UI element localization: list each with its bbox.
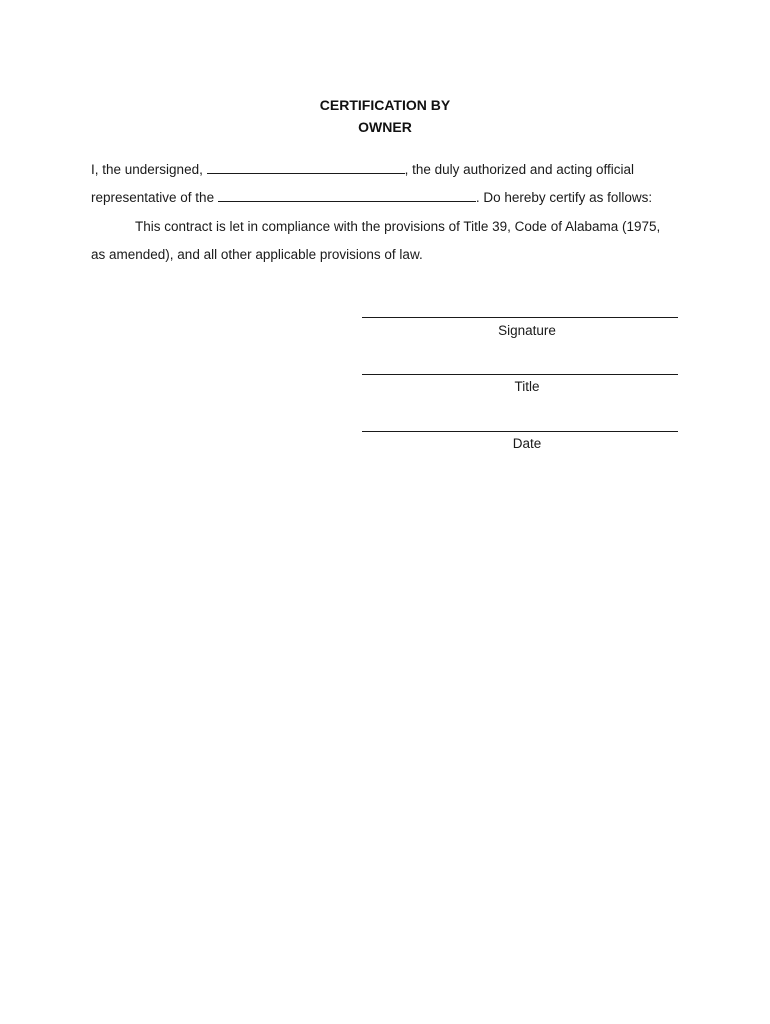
undersigned-text: I, the undersigned, — [91, 162, 207, 177]
paragraph-line-1 — [91, 160, 634, 180]
representative-text: representative of the — [91, 190, 218, 205]
paragraph-line-4: as amended), and all other applicable provisions of law. — [91, 247, 423, 262]
signature-label: Signature — [498, 323, 556, 338]
date-line[interactable] — [362, 431, 678, 432]
title-line[interactable] — [362, 374, 678, 375]
document-title-line-2: OWNER — [358, 119, 412, 135]
title-label: Title — [514, 379, 540, 394]
document-title-line-1: CERTIFICATION BY — [319, 97, 451, 113]
certify-text: . Do hereby certify as follows: — [475, 190, 653, 205]
organization-blank-field[interactable] — [218, 188, 476, 202]
signature-line[interactable] — [362, 317, 678, 318]
paragraph-line-3: This contract is let in compliance with the provisions of Title 39, Code of Alabama (1975, — [135, 219, 661, 234]
paragraph-line-2 — [91, 188, 652, 208]
authorized-official-text: , the duly authorized and acting official — [404, 162, 634, 177]
date-label: Date — [512, 436, 542, 451]
name-blank-field[interactable] — [207, 160, 405, 174]
